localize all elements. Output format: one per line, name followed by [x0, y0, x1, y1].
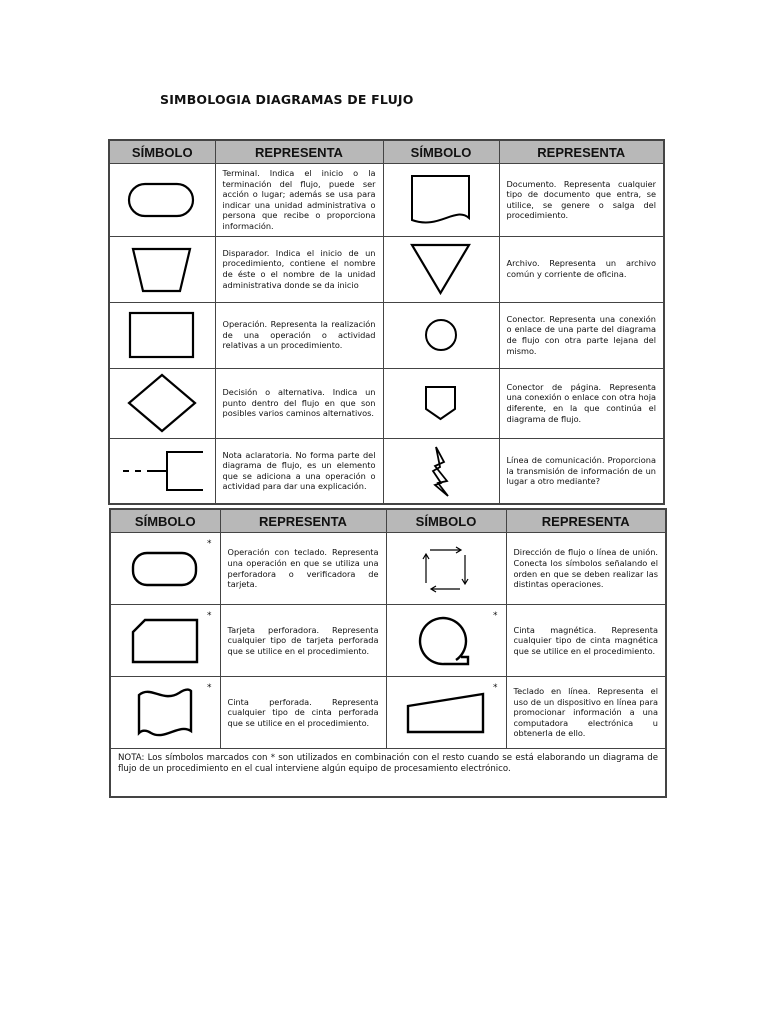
symbol-cell [386, 533, 506, 605]
file-symbol-icon [409, 241, 473, 297]
description-cell [499, 236, 664, 302]
header-represents: REPRESENTA [215, 140, 383, 164]
description-cell [506, 533, 666, 605]
table-row [109, 302, 664, 368]
description-text: Operación con teclado. Representa una operación en que se utiliza una perforadora o verificadora de tarjeta. [227, 547, 379, 590]
magnetic-tape-symbol-icon [416, 612, 476, 670]
punched-tape-symbol-icon [133, 683, 197, 743]
connector-symbol-icon [421, 315, 461, 355]
table-header-row [110, 509, 666, 533]
table-header-row [109, 140, 664, 164]
symbol-cell [386, 605, 506, 677]
keyboard-operation-symbol-icon [130, 548, 200, 590]
symbols-table-electronic [109, 508, 667, 798]
description-cell [499, 368, 664, 438]
table-row [110, 533, 666, 605]
description-text: Dirección de flujo o línea de unión. Conecta los símbolos señalando el orden en que se deben realizar las distintas operaciones. [513, 547, 658, 590]
page-connector-symbol-icon [421, 383, 461, 423]
description-cell [215, 368, 383, 438]
symbol-cell [109, 368, 215, 438]
description-cell [215, 164, 383, 237]
header-symbol: SÍMBOLO [109, 140, 215, 164]
description-cell [506, 677, 666, 749]
description-text: Documento. Representa cualquier tipo de documento que entra, se utilice, se genere o salga del procedimiento. [506, 178, 656, 221]
operation-symbol-icon [127, 310, 197, 360]
symbol-cell [109, 236, 215, 302]
description-cell [499, 302, 664, 368]
annotation-symbol-icon [117, 448, 207, 494]
decision-symbol-icon [126, 372, 198, 434]
description-cell [220, 533, 386, 605]
note-cell [110, 749, 666, 797]
description-text: Terminal. Indica el inicio o la terminación del flujo, puede ser acción o lugar; además se usa para indicar una unidad administrativa o persona que recibe o proporciona información. [222, 168, 376, 231]
description-text: Archivo. Representa un archivo común y corriente de oficina. [506, 258, 656, 280]
description-cell [506, 605, 666, 677]
description-cell [220, 605, 386, 677]
table-row [109, 438, 664, 504]
description-cell [215, 236, 383, 302]
header-symbol: SÍMBOLO [386, 509, 506, 533]
symbol-cell [109, 164, 215, 237]
header-symbol: SÍMBOLO [110, 509, 220, 533]
description-text: Conector. Representa una conexión o enlace de una parte del diagrama de flujo con otra parte lejana del mismo. [506, 313, 656, 356]
description-cell [499, 164, 664, 237]
description-text: Tarjeta perforadora. Representa cualquier tipo de tarjeta perforada que se utilice en el procedimiento. [227, 624, 379, 656]
punched-card-symbol-icon [129, 616, 201, 666]
star-marker: * [493, 683, 498, 693]
description-text: Operación. Representa la realización de una operación o actividad relativas a un procedimiento. [222, 319, 376, 351]
description-text: Cinta magnética. Representa cualquier tipo de cinta magnética que se utilice en el procedimiento. [513, 624, 658, 656]
trigger-symbol-icon [130, 243, 194, 295]
symbol-cell [109, 438, 215, 504]
table-row [109, 164, 664, 237]
table-row [109, 236, 664, 302]
header-symbol: SÍMBOLO [383, 140, 499, 164]
star-marker: * [493, 611, 498, 621]
header-represents: REPRESENTA [499, 140, 664, 164]
header-represents: REPRESENTA [506, 509, 666, 533]
description-text: Nota aclaratoria. No forma parte del diagrama de flujo, es un elemento que se adiciona a una operación o actividad para dar una explicación. [222, 449, 376, 492]
page-title: SIMBOLOGIA DIAGRAMAS DE FLUJO [160, 92, 414, 107]
description-text: Disparador. Indica el inicio de un procedimiento, contiene el nombre de éste o el nombre de la unidad administrativa donde se da inicio [222, 247, 376, 290]
star-marker: * [207, 683, 212, 693]
description-text: Cinta perforada. Representa cualquier tipo de cinta perforada que se utilice en el procedimiento. [227, 696, 379, 728]
table-row [110, 605, 666, 677]
terminal-symbol-icon [127, 180, 197, 220]
symbol-cell [386, 677, 506, 749]
table-row [109, 368, 664, 438]
manual-input-symbol-icon [405, 690, 487, 736]
document-symbol-icon [409, 172, 473, 228]
symbol-cell [383, 164, 499, 237]
star-marker: * [207, 611, 212, 621]
description-cell [499, 438, 664, 504]
symbol-cell [383, 368, 499, 438]
description-text: Línea de comunicación. Proporciona la transmisión de información de un lugar a otro mediante? [506, 454, 656, 487]
communication-line-symbol-icon [426, 444, 456, 498]
description-cell [220, 677, 386, 749]
description-text: Conector de página. Representa una conexión o enlace con otra hoja diferente, en la que continúa el diagrama de flujo. [506, 381, 656, 424]
note-row [110, 749, 666, 797]
symbol-cell [110, 677, 220, 749]
symbols-table-basic [108, 139, 665, 505]
symbol-cell [110, 533, 220, 605]
symbol-cell [110, 605, 220, 677]
description-cell [215, 438, 383, 504]
flow-direction-symbol-icon [420, 543, 472, 595]
symbol-cell [109, 302, 215, 368]
symbol-cell [383, 438, 499, 504]
star-marker: * [207, 539, 212, 549]
note-text: NOTA: Los símbolos marcados con * son utilizados en combinación con el resto cuando se está elaborando un diagrama de flujo de un procedimiento en el cual interviene algún equipo de procesamiento electrónico. [118, 753, 658, 775]
description-text: Teclado en línea. Representa el uso de un dispositivo en línea para promocionar información a una computadora electrónica u obtenerla de ello. [513, 686, 658, 739]
symbol-cell [383, 302, 499, 368]
description-text: Decisión o alternativa. Indica un punto dentro del flujo en que son posibles varios caminos alternativos. [222, 387, 376, 419]
table-row [110, 677, 666, 749]
symbol-cell [383, 236, 499, 302]
description-cell [215, 302, 383, 368]
header-represents: REPRESENTA [220, 509, 386, 533]
